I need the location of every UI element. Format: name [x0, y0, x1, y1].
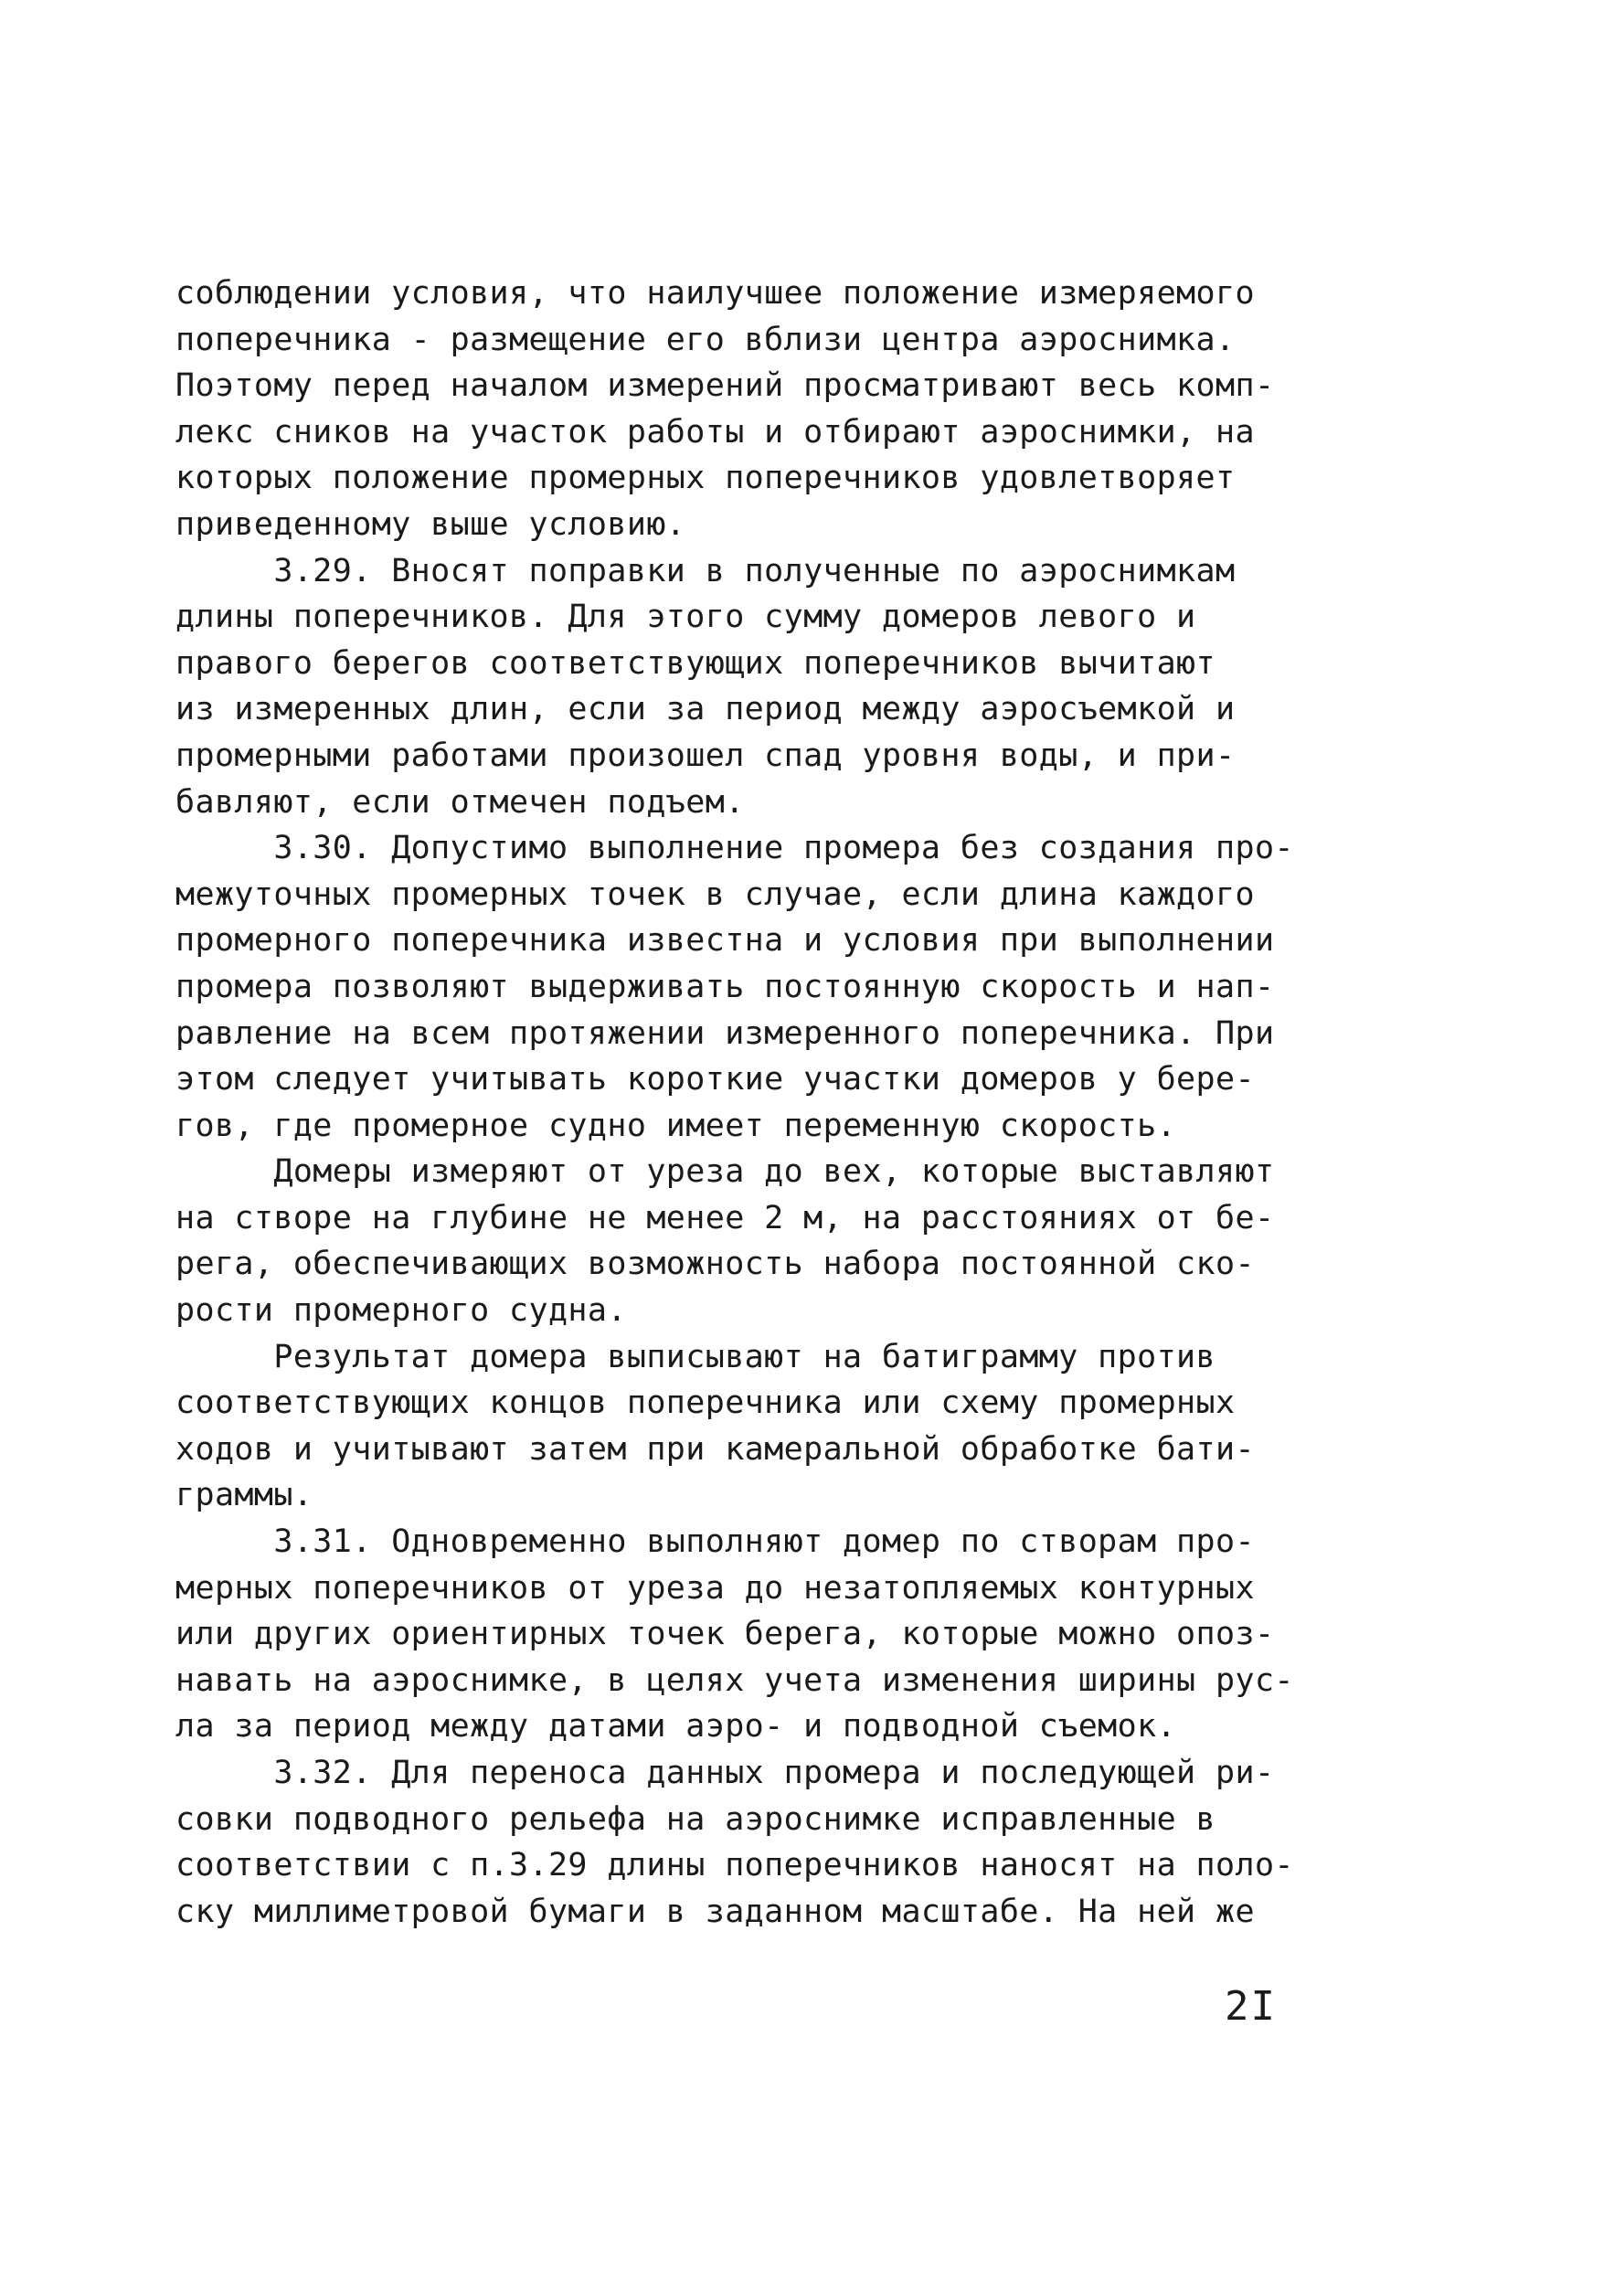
text-line: соответствии с п.3.29 длины поперечников наносят на поло- [175, 1847, 1294, 1884]
text-line: или других ориентирных точек берега, которые можно опоз- [175, 1616, 1275, 1653]
text-line: Домеры измеряют от уреза до вех, которые выставляют [175, 1153, 1275, 1191]
body-text [175, 271, 1327, 1935]
text-line: 3.32. Для переноса данных промера и последующей ри- [175, 1755, 1275, 1791]
text-line: длины поперечников. Для этого сумму домеров левого и [175, 599, 1196, 636]
text-line: этом следует учитывать короткие участки домеров у бере- [175, 1061, 1255, 1098]
text-line: ску миллиметровой бумаги в заданном масштабе. На ней же [175, 1893, 1255, 1930]
text-line: из измеренных длин, если за период между аэросъемкой и [175, 691, 1236, 728]
text-line: на створе на глубине не менее 2 м, на расстояниях от бе- [175, 1199, 1275, 1236]
text-line: 3.30. Допустимо выполнение промера без создания про- [175, 830, 1294, 867]
text-line: мерных поперечников от уреза до незатопляемых контурных [175, 1569, 1255, 1607]
text-line: Результат домера выписывают на батиграмму против [175, 1338, 1216, 1375]
text-line: равление на всем протяжении измеренного поперечника. При [175, 1014, 1275, 1052]
text-line: 3.29. Вносят поправки в полученные по аэроснимкам [175, 552, 1236, 589]
page-number: 2I [1225, 1983, 1277, 2030]
text-line: соответствующих концов поперечника или схему промерных [175, 1385, 1236, 1422]
text-line: промера позволяют выдерживать постоянную скорость и нап- [175, 968, 1275, 1005]
text-line: межуточных промерных точек в случае, если длина каждого [175, 875, 1255, 913]
text-line: навать на аэроснимке, в целях учета изменения ширины рус- [175, 1661, 1294, 1699]
text-line: соблюдении условия, что наилучшее положение измеряемого [175, 275, 1255, 312]
text-line: рости промерного судна. [175, 1292, 627, 1330]
text-line: правого берегов соответствующих поперечников вычитают [175, 644, 1216, 682]
text-line: ходов и учитывают затем при камеральной обработке бати- [175, 1430, 1255, 1468]
text-line: рега, обеспечивающих возможность набора постоянной ско- [175, 1246, 1255, 1283]
text-line: поперечника - размещение его вблизи центра аэроснимка. [175, 321, 1236, 358]
text-line: промерными работами произошел спад уровня воды, и при- [175, 737, 1236, 774]
text-line: 3.31. Одновременно выполняют домер по створам про- [175, 1523, 1255, 1561]
text-line: Поэтому перед началом измерений просматривают весь комп- [175, 367, 1275, 405]
text-line: граммы. [175, 1477, 313, 1514]
text-line: которых положение промерных поперечников удовлетворяет [175, 460, 1236, 497]
text-line: ла за период между датами аэро- и подводной съемок. [175, 1708, 1177, 1746]
text-line: приведенному выше условию. [175, 505, 686, 543]
text-line: лекс сников на участок работы и отбирают аэроснимки, на [175, 413, 1255, 451]
text-line: гов, где промерное судно имеет переменную скорость. [175, 1107, 1177, 1144]
text-line: бавляют, если отмечен подъем. [175, 783, 745, 821]
text-line: промерного поперечника известна и условия при выполнении [175, 922, 1275, 960]
text-line: совки подводного рельефа на аэроснимке исправленные в [175, 1800, 1216, 1838]
